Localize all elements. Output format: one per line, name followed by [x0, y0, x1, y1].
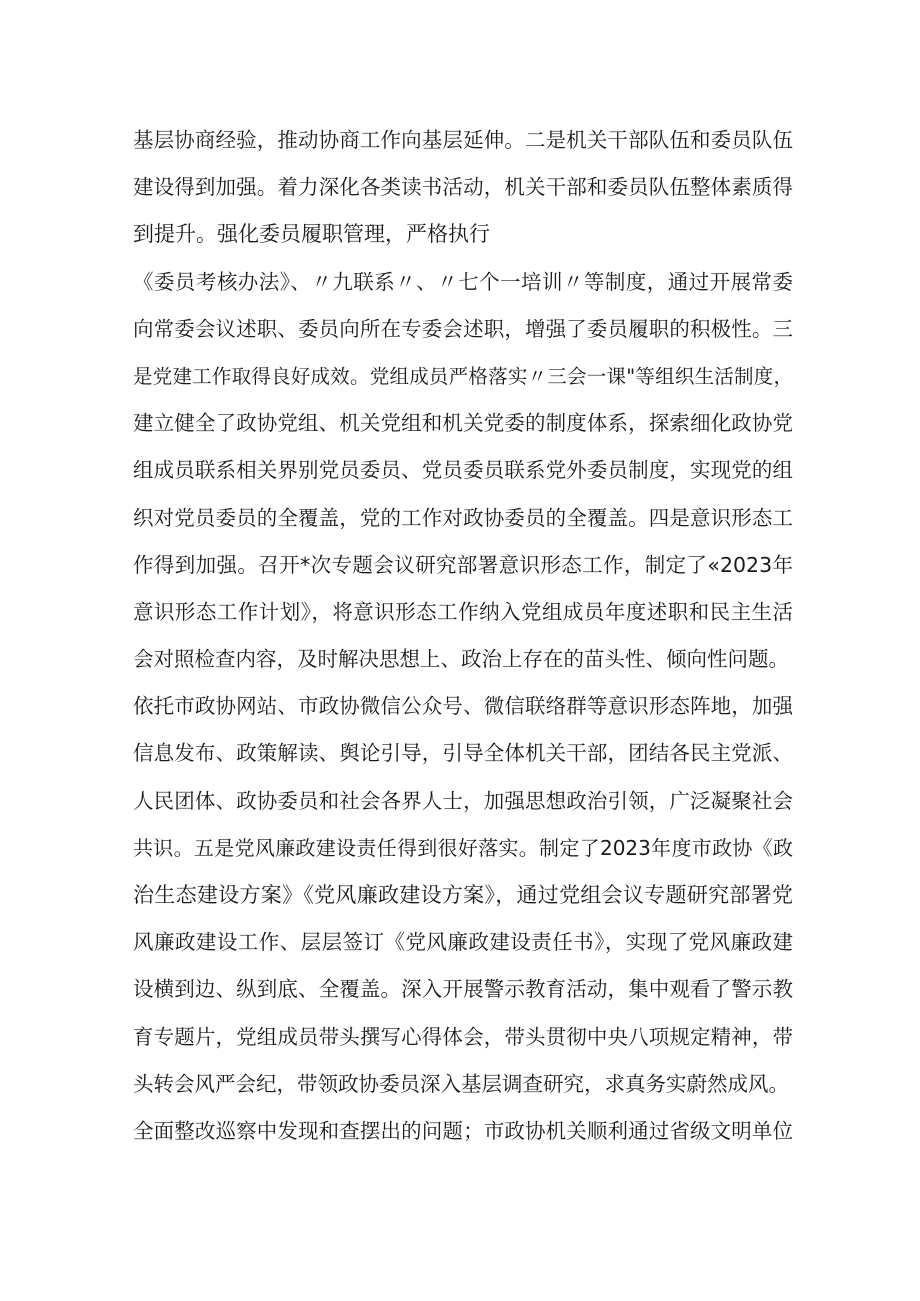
text-line: 共识。五是党风廉政建设责任得到很好落实。制定了2023年度市政协《政: [133, 835, 793, 860]
text-line: 意识形态工作计划》，将意识形态工作纳入党组成员年度述职和民主生活: [133, 599, 793, 624]
text-line: 作得到加强。召开*次专题会议研究部署意识形态工作，制定了«2023年: [133, 552, 793, 577]
text-line: 建立健全了政协党组、机关党组和机关党委的制度体系，探索细化政协党: [133, 411, 793, 436]
text-line: 设横到边、纵到底、全覆盖。深入开展警示教育活动，集中观看了警示教: [133, 977, 793, 1002]
text-line: 《委员考核办法》、〃九联系〃、〃七个一培训〃等制度，通过开展常委: [133, 269, 793, 294]
text-line: 基层协商经验，推动协商工作向基层延伸。二是机关干部队伍和委员队伍: [133, 128, 793, 152]
text-line: 会对照检查内容，及时解决思想上、政治上存在的苗头性、倾向性问题。: [133, 647, 789, 672]
text-line: 是党建工作取得良好成效。党组成员严格落实〃三会一课"等组织生活制度，: [133, 364, 793, 388]
text-line: 组成员联系相关界别党员委员、党员委员联系党外委员制度，实现党的组: [133, 458, 793, 483]
text-line: 风廉政建设工作、层层签订《党风廉政建设责任书》，实现了党风廉政建: [133, 930, 793, 955]
text-line: 建设得到加强。着力深化各类读书活动，机关干部和委员队伍整体素质得: [133, 175, 793, 200]
text-line: 人民团体、政协委员和社会各界人士，加强思想政治引领，广泛凝聚社会: [133, 788, 793, 813]
text-line: 织对党员委员的全覆盖，党的工作对政协委员的全覆盖。四是意识形态工: [133, 505, 793, 530]
text-line: 信息发布、政策解读、舆论引导，引导全体机关干部，团结各民主党派、: [133, 741, 793, 766]
text-line: 头转会风严会纪，带领政协委员深入基层调查研究，求真务实蔚然成风。: [133, 1071, 789, 1096]
text-line: 依托市政协网站、市政协微信公众号、微信联络群等意识形态阵地，加强: [133, 694, 793, 719]
text-line: 向常委会议述职、委员向所在专委会述职，增强了委员履职的积极性。三: [133, 316, 793, 341]
text-line: 治生态建设方案》《党风廉政建设方案》，通过党组会议专题研究部署党: [133, 883, 793, 907]
text-line: 育专题片，党组成员带头撰写心得体会，带头贯彻中央八项规定精神，带: [133, 1024, 793, 1049]
text-line: 到提升。强化委员履职管理，严格执行: [133, 222, 490, 247]
text-line: 全面整改巡察中发现和查摆出的问题；市政协机关顺利通过省级文明单位: [133, 1118, 793, 1143]
body-text: [133, 117, 793, 1155]
